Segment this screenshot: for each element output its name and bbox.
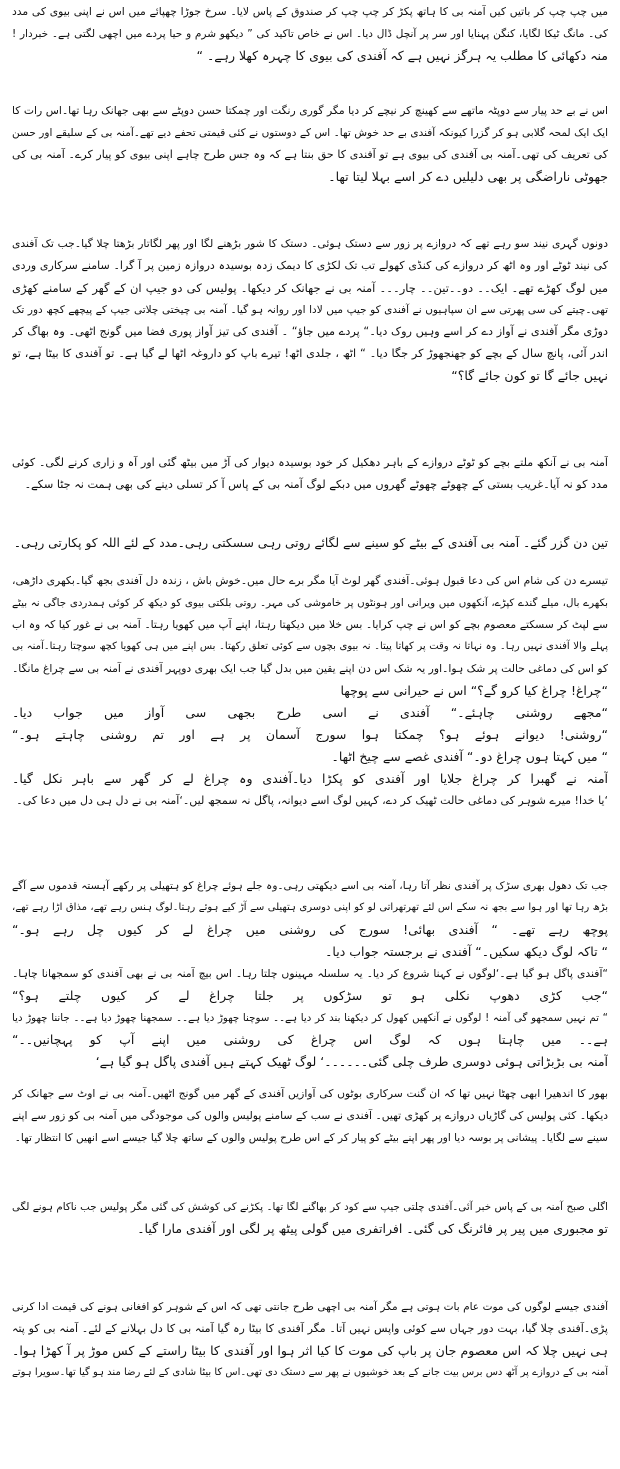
text-line: “ میں کہتا ہوں چراغ دو۔“ آفندی غصے سے چیخ اٹھا۔ xyxy=(331,749,608,764)
text-line: تھی۔چیتے کی سی پھرتی سے ان سپاہیوں نے آفندی کو جیپ میں لادا اور روانہ ہو گیا۔ آمنہ بی چیختی چلاتی جیپ کے پیچھے کچھ دور تک xyxy=(12,304,608,316)
text-line: تیسرے دن کی شام اس کی دعا قبول ہوئی۔آفندی گھر لوٹ آیا مگر برے حال میں۔خوش باش ، زندہ دل آفندی بجھ گیا۔بکھری داڑھی، xyxy=(12,574,608,587)
text-line: اس نے بے حد پیار سے دوپٹہ ماتھے سے کھینچ کر نیچے کر دیا مگر گوری رنگت اور چمکتا حسن دوپٹے سے بھی جھانک رہا تھا۔اس رات کا xyxy=(12,104,608,117)
text-line: تو مجبوری میں پیر پر فائرنگ کی گئی۔ افراتفری میں گولی پیٹھ پر لگی اور آفندی مارا گیا۔ xyxy=(137,1221,608,1236)
text-line: آمنہ نے گھبرا کر چراغ جلایا اور آفندی کو پکڑا دیا۔آفندی وہ چراغ لے کر گھر سے باہر نکل گیا۔ xyxy=(12,771,608,786)
text-line: پہلے والا آفندی نہیں رہا۔ وہ نہاتا نہ وقت پر کھاتا پیتا۔ نہ بیوی بچوں سے کوئی تعلق رکھتا۔ بس اپنے میں ہی کھویا کچھ سوچتا رہتا۔آمنہ بی xyxy=(12,641,608,652)
text-line: “ تاکہ لوگ دیکھ سکیں۔“ آفندی نے برجستہ جواب دیا۔ xyxy=(325,944,608,959)
text-line: بڑھ رہا تھا اور ہوا سے بجھ نہ سکے اس لئے تھرتھراتی لو کو اپنی دوسری ہتھیلی سے آڑ کیے ہوئے رہتا۔لوگ ہنس رہے تھے، مذاق اڑا رہے تھے، xyxy=(12,902,608,913)
text-line: ہی نہیں چلا کہ اس معصوم جان پر باپ کی موت کا کیا اثر ہوا اور آفندی کا بیٹا راستے کے کس موڑ پر آ کھڑا ہوا۔ xyxy=(12,1343,608,1358)
text-line: بھور کا اندھیرا ابھی چھٹا نہیں تھا کہ ان گنت سرکاری بوٹوں کی آوازیں آفندی کے گھر میں گونج اٹھیں۔آمنہ بی نے اوٹ سے جھانک کر xyxy=(12,1087,608,1100)
text-line: منہ دکھائی کا مطلب یہ ہرگز نہیں ہے کہ آفندی کی بیوی کا چہرہ کھلا رہے۔ “ xyxy=(196,48,608,63)
text-line: سے لپٹ کر سسکتے معصوم بچے کو اس نے چپ کرایا۔ بس خلا میں دیکھتا رہتا، اپنے آپ میں کھویا رہتا۔ آمنہ بی نے غور کیا کہ وہ اب xyxy=(12,618,608,631)
text-line: ایک ایک لمحہ گلابی ہو کر گزرا کیونکہ آفندی بے حد خوش تھا۔ اس کے دوستوں نے کئی قیمتی تحفے دیے تھے۔آمنہ بی کے سلیقے اور حسن xyxy=(12,127,608,139)
text-line: کی نیند ٹوٹے اور وہ اٹھ کر دروازے کی کنڈی کھولے تب تک لکڑی کا دیمک زدہ بوسیدہ دروازہ زمین پر آ گرا۔ سامنے سرکاری وردی xyxy=(12,259,608,272)
text-line: جب تک دھول بھری سڑک پر آفندی نظر آتا رہا، آمنہ بی اسے دیکھتی رہی۔وہ جلے ہوئے چراغ کو ہتھیلی پر رکھے آہستہ قدموں سے آگے xyxy=(12,880,608,892)
text-line: دیکھا۔ کئی پولیس کی گاڑیاں دروازے پر کھڑی تھیں۔ آفندی نے سب کے سامنے پولیس والوں کی موجودگی میں آمنہ بی کو زور سے اپنے xyxy=(12,1109,608,1122)
text-line: آمنہ بی نے آنکھ ملتے بچے کو ٹوٹے دروازے کے باہر دھکیل کر خود بوسیدہ دیوار کی آڑ میں بیٹھ گئی اور آہ و زاری کرنے لگی۔ کوئی xyxy=(12,456,608,469)
text-line: جھوٹی ناراضگی پر بھی دلیلیں دے کر اسے بہلا لیتا تھا۔ xyxy=(328,169,608,184)
text-line: میں لوگ کھڑے تھے۔ ایک۔۔ دو۔۔تین۔۔ چار۔۔۔ آمنہ بی نے جھانک کر دیکھا۔ پولیس کی دو جیپ ان کے گھر کے سامنے کھڑی xyxy=(12,281,608,295)
text-line: اندر آئی، پانچ سال کے بچے کو جھنجھوڑ کر جگا دیا۔ “ اٹھ ، جلدی اٹھ! تیرے باپ کو داروغہ اٹھا لے گیا ہے۔ تو آفندی کا بیٹا ہے، تو xyxy=(12,347,608,360)
text-line: کو اس کی دماغی حالت پر شک ہوا۔اور یہ شک اس دن اپنے یقین میں بدل گیا جب ایک بھری دوپہر آفندی نے آمنہ بی سے چراغ مانگا۔ xyxy=(12,662,608,675)
text-line: کی۔ مانگ ٹیکا لگایا، کنگن پہنایا اور سر پر آنچل ڈال دیا۔ اس نے خاص تاکید کی ” دیکھو شرم و حیا پردے میں اچھی لگتی ہے۔ خبردار ! xyxy=(12,28,608,40)
text-line: “ تم نہیں سمجھو گی آمنہ ! لوگوں نے آنکھیں کھول کر دیکھنا بند کر دیا ہے۔۔ سوچنا چھوڑ دیا ہے۔۔ سمجھنا چھوڑ دیا ہے۔۔ جاننا چھوڑ دیا xyxy=(12,1012,608,1024)
text-line: آمنہ بی بڑبڑاتی ہوئی دوسری طرف چلی گئی۔۔۔۔۔۔‘ لوگ ٹھیک کہتے ہیں آفندی پاگل ہو گیا ہے‘ xyxy=(95,1054,608,1069)
text-line: پوچھ رہے تھے۔ “ آفندی بھائی! سورج کی روشنی میں چراغ لے کر کیوں چل رہے ہو۔“ xyxy=(12,922,608,937)
text-line: “مجھے روشنی چاہئے۔“ آفندی نے اسی طرح بجھی سی آواز میں جواب دیا۔ xyxy=(12,705,608,720)
text-line: مدد کو نہ آیا۔غریب بستی کے چھوٹے چھوٹے گھروں میں دبکے لوگ آمنہ بی کے پاس آ کر تسلی دینے کی بھی ہمت نہ جٹا سکے۔ xyxy=(24,478,608,491)
text-line: آمنہ بی کے دروازے پر آٹھ دس برس بیت جانے کے بعد خوشیوں نے پھر سے دستک دی تھی۔اس کا بیٹا شادی کے لئے رضا مند ہو گیا تھا۔سویرا ہوتے xyxy=(12,1367,608,1378)
text-line: دوڑی مگر آفندی نے آواز دے کر اسے وہیں روک دیا۔“ پردے میں جاؤ“ ۔ آفندی کی تیز آواز پوری فضا میں گونج اٹھی۔ وہ بھاگ کر xyxy=(12,325,608,338)
text-line: ‘یا خدا! میرے شوہر کی دماغی حالت ٹھیک کر دے، کہیں لوگ اسے دیوانہ، پاگل نہ سمجھ لیں۔‘آمنہ بی نے دل ہی دل میں دعا کی۔ xyxy=(16,794,608,807)
text-line: سینے سے لگایا۔ پیشانی پر بوسہ دیا اور پھر اپنے بیٹے کو پیار کر کے اس طرح پولیس والوں کے ساتھ چلا گیا جیسے اسے انھیں کا انتظار تھا۔ xyxy=(14,1132,608,1144)
text-line: نہیں جائے گا تو کون جائے گا؟“ xyxy=(451,368,608,383)
text-line: “روشنی! دیوانے ہوئے ہو؟ چمکتا ہوا سورج آسمان پر ہے اور تم روشنی چاہتے ہو۔“ xyxy=(12,727,608,742)
text-line: “چراغ! چراغ کیا کرو گے؟“ اس نے حیرانی سے پوچھا xyxy=(340,683,608,698)
text-line: “جب کڑی دھوپ نکلی ہو تو سڑکوں پر جلتا چراغ لے کر کیوں چلتے ہو؟“ xyxy=(12,988,608,1003)
text-line: بکھرے بال، میلے گندے کپڑے، آنکھوں میں ویرانی اور ہونٹوں پر خاموشی کی مہر۔ روتی بلکتی بیوی کو دیکھ کر کوئی ہمدردی جاگی نہ بیٹے xyxy=(12,597,608,609)
text-line: اگلی صبح آمنہ بی کے پاس خبر آئی۔آفندی چلتی جیپ سے کود کر بھاگنے لگا تھا۔ پکڑنے کی کوشش کی گئی مگر پولیس جب ناکام ہونے لگی xyxy=(12,1201,608,1213)
text-line: ہے۔۔ میں چاہتا ہوں کہ لوگ اس چراغ کی روشنی میں اپنے آپ کو پہچانیں۔۔“ xyxy=(12,1032,608,1047)
text-line: تین دن گزر گئے۔ آمنہ بی آفندی کے بیٹے کو سینے سے لگائے روتی رہی سسکتی رہی۔مدد کے لئے اللہ کو پکارتی رہی۔ xyxy=(13,536,608,550)
text-line: پڑی۔آفندی چلا گیا، بہت دور جہاں سے کوئی واپس نہیں آتا۔ مگر آفندی کا بیٹا رہ گیا آمنہ بی کا دل بہلانے کے لئے۔ آمنہ بی کو پتہ xyxy=(12,1322,608,1335)
text-line: آفندی جیسے لوگوں کی موت عام بات ہوتی ہے مگر آمنہ بی اچھی طرح جانتی تھی کہ اس کے شوہر کو افغانی ہونے کی قیمت ادا کرنی xyxy=(12,1301,608,1313)
text-line: کی تعریف کی تھی۔آمنہ بی آفندی کی بیوی ہے تو آفندی کا حق بنتا ہے کہ وہ جس طرح چاہے اپنی بیوی کو پیار کرے۔ آمنہ بی کی xyxy=(12,148,608,161)
text-line: میں چپ چپ کر باتیں کیں آمنہ بی کا ہاتھ پکڑ کر چپ چپ کر صندوق کے پاس لایا۔ سرخ جوڑا چھپائے میں اس نے اپنی بیوی کی مدد xyxy=(12,5,608,18)
text-line: “آفندی پاگل ہو گیا ہے۔‘لوگوں نے کہنا شروع کر دیا۔ یہ سلسلہ مہینوں چلتا رہا۔ اس بیچ آمنہ بی نے بھی آفندی کو سمجھانا چاہا۔ xyxy=(12,967,608,980)
text-line: دونوں گہری نیند سو رہے تھے کہ دروازے پر زور سے دستک ہوئی۔ دستک کا شور بڑھنے لگا اور پھر لگاتار بڑھتا چلا گیا۔جب تک آفندی xyxy=(12,237,608,250)
